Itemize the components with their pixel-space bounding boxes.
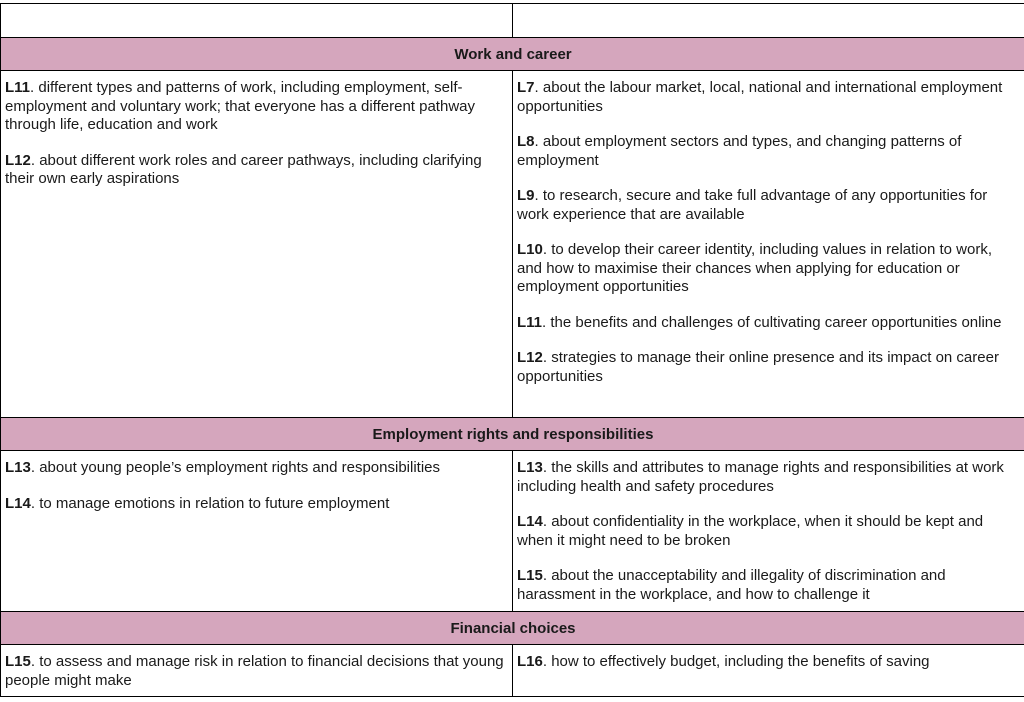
section-header-financial-choices	[1, 612, 1024, 645]
outcome-item	[5, 459, 508, 478]
section-title: Employment rights and responsibilities	[1, 418, 1024, 451]
outcome-text: . about employment sectors and types, and changing patterns of employment	[517, 133, 962, 169]
outcome-item	[5, 653, 508, 690]
outcome-item	[517, 241, 1021, 297]
outcome-item	[517, 459, 1021, 496]
outcome-code: L11	[5, 79, 31, 96]
right-column-cell	[513, 451, 1024, 612]
outcome-text: . different types and patterns of work, including employment, self-employment and voluntary work; that everyone has a different pathway through life, education and work	[5, 79, 475, 133]
outcome-item	[5, 495, 508, 514]
section-row-work-and-career	[1, 71, 1024, 418]
outcome-code: L8	[517, 133, 535, 150]
outcome-text: . to assess and manage risk in relation to financial decisions that young people might make	[5, 653, 504, 689]
outcome-text: . about the unacceptability and illegality of discrimination and harassment in the workplace, and how to challenge it	[517, 567, 946, 603]
outcome-code: L14	[517, 513, 543, 530]
outcome-text: . about the labour market, local, national and international employment opportunities	[517, 79, 1003, 115]
outcome-item	[517, 653, 1021, 672]
outcome-item	[517, 187, 1021, 224]
outcome-item	[517, 314, 1021, 333]
outcome-text: . about young people’s employment rights and responsibilities	[30, 459, 440, 476]
outcome-item	[517, 567, 1021, 604]
right-column-cell	[513, 645, 1024, 697]
outcome-text: . the benefits and challenges of cultivating career opportunities online	[542, 313, 1002, 331]
right-column-cell	[513, 71, 1024, 418]
outcome-code: L15	[5, 653, 31, 670]
outcome-code: L10	[517, 241, 543, 258]
outcome-item	[5, 152, 508, 189]
outcome-item	[517, 79, 1021, 116]
section-row-financial-choices	[1, 645, 1024, 697]
learning-outcomes-table	[0, 3, 1024, 697]
left-column-cell	[1, 645, 513, 697]
blank-top-row	[1, 4, 1024, 38]
outcome-text: . to develop their career identity, including values in relation to work, and how to maximise their chances when applying for education or employment opportunities	[517, 241, 992, 295]
outcome-code: L9	[517, 187, 535, 204]
section-row-employment-rights	[1, 451, 1024, 612]
outcome-text: . how to effectively budget, including the benefits of saving	[542, 653, 930, 670]
outcome-item	[5, 79, 508, 135]
outcome-code: L16	[517, 653, 543, 670]
outcome-item	[517, 513, 1021, 550]
left-column-cell	[1, 451, 513, 612]
outcome-code: L11	[517, 313, 543, 331]
outcome-code: L13	[517, 459, 543, 476]
outcome-text: . about confidentiality in the workplace, when it should be kept and when it might need to be broken	[517, 513, 984, 549]
section-header-employment-rights	[1, 418, 1024, 451]
outcome-text: . to manage emotions in relation to future employment	[30, 494, 390, 512]
section-header-work-and-career	[1, 38, 1024, 71]
left-column-cell	[1, 71, 513, 418]
outcome-item	[517, 133, 1021, 170]
section-title: Financial choices	[1, 612, 1024, 645]
outcome-text: . about different work roles and career pathways, including clarifying their own early aspirations	[5, 151, 482, 187]
outcome-code: L7	[517, 79, 535, 96]
outcome-code: L13	[5, 459, 31, 476]
blank-cell-right	[513, 4, 1024, 38]
outcome-text: . to research, secure and take full advantage of any opportunities for work experience that are available	[517, 187, 988, 223]
outcome-code: L12	[517, 349, 543, 366]
outcome-text: . strategies to manage their online presence and its impact on career opportunities	[517, 349, 999, 385]
outcome-code: L12	[5, 151, 31, 169]
outcome-code: L14	[5, 494, 31, 512]
outcome-text: . the skills and attributes to manage rights and responsibilities at work including health and safety procedures	[517, 459, 1004, 495]
blank-cell-left	[1, 4, 513, 38]
section-title: Work and career	[1, 38, 1024, 71]
outcome-code: L15	[517, 567, 543, 584]
outcome-item	[517, 349, 1021, 386]
